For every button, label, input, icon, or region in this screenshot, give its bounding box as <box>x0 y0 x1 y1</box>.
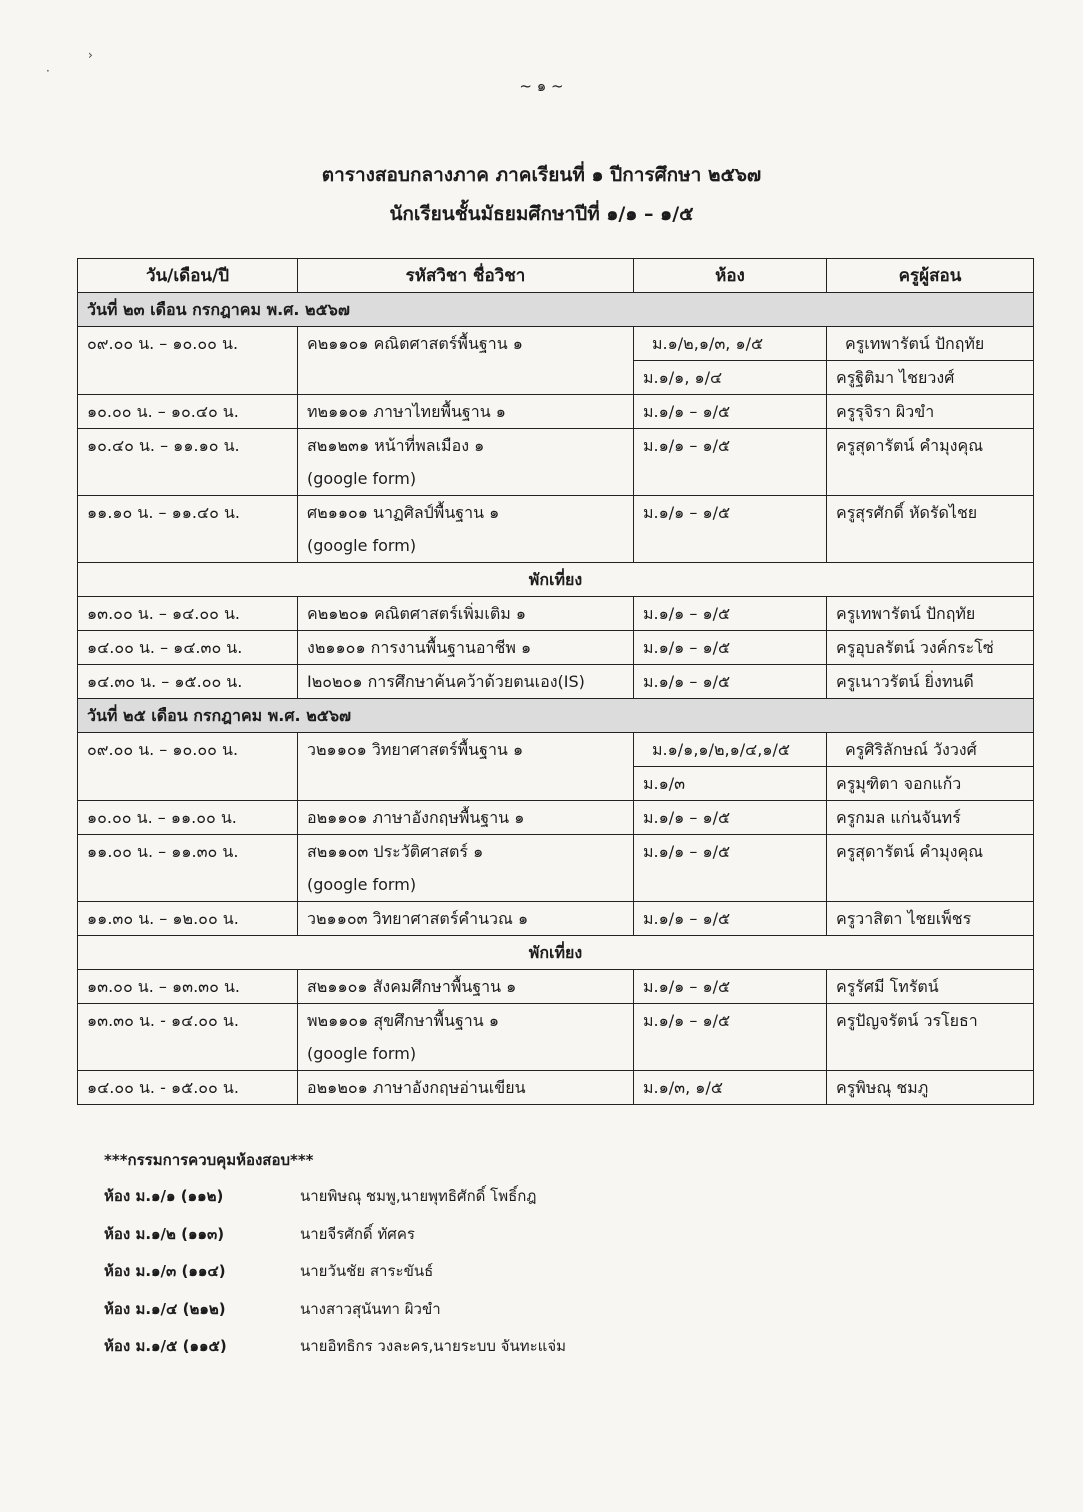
time-text: ๑๐.๐๐ น. – ๑๑.๐๐ น. <box>87 808 237 827</box>
teacher-text: ครูมุฑิตา จอกแก้ว <box>827 766 1033 800</box>
room-text: ม.๑/๑ – ๑/๕ <box>643 842 731 861</box>
time-text: ๑๔.๐๐ น. – ๑๔.๓๐ น. <box>87 638 243 657</box>
subject-text: อ๒๑๑๐๑ ภาษาอังกฤษพื้นฐาน ๑ <box>307 808 525 827</box>
table-row <box>78 597 1034 631</box>
room-text: ม.๑/๓ <box>634 766 826 800</box>
subject-cell <box>298 835 634 902</box>
committee-row <box>104 1334 566 1372</box>
table-row <box>78 1071 1034 1105</box>
time-text: ๑๓.๐๐ น. – ๑๔.๐๐ น. <box>87 604 240 623</box>
room-cell <box>634 1071 827 1105</box>
subject-text: ศ๒๑๑๐๑ นาฏศิลป์พื้นฐาน ๑ <box>307 503 500 522</box>
time-text: ๑๔.๐๐ น. - ๑๕.๐๐ น. <box>87 1078 239 1097</box>
subject-text: I๒๐๒๐๑ การศึกษาค้นคว้าด้วยตนเอง(IS) <box>307 672 585 691</box>
committee-row <box>104 1184 566 1222</box>
committee-names: นายจีรศักดิ์ ทัศคร <box>300 1224 415 1243</box>
document-subtitle: นักเรียนชั้นมัธยมศึกษาปีที่ ๑/๑ – ๑/๕ <box>389 203 694 225</box>
room-text: ม.๑/๑ – ๑/๕ <box>643 808 731 827</box>
teacher-text: ครูรัศมี โทรัตน์ <box>836 977 939 996</box>
page-number: ~ ๑ ~ <box>519 77 564 95</box>
time-cell <box>78 429 298 496</box>
time-cell <box>78 496 298 563</box>
table-row <box>78 429 1034 496</box>
subject-cell <box>298 597 634 631</box>
table-row <box>78 395 1034 429</box>
date-cell: วันที่ ๒๓ เดือน กรกฎาคม พ.ศ. ๒๕๖๗ <box>78 293 1034 327</box>
teacher-cell <box>827 496 1034 563</box>
teacher-text: ครูรุจิรา ผิวขำ <box>836 402 935 421</box>
subject-note: (google form) <box>307 875 417 894</box>
teacher-text: ครูวาสิตา ไชยเพ็ชร <box>836 909 972 928</box>
teacher-text: ครูฐิติมา ไชยวงศ์ <box>827 360 1033 394</box>
committee-room: ห้อง ม.๑/๓ (๑๑๔) <box>104 1262 226 1280</box>
subject-text: ค๒๑๒๐๑ คณิตศาสตร์เพิ่มเติม ๑ <box>307 604 526 623</box>
exam-committee <box>104 1148 566 1372</box>
time-cell <box>78 970 298 1004</box>
room-text: ม.๑/๒,๑/๓, ๑/๕ <box>652 334 764 353</box>
room-cell <box>634 597 827 631</box>
room-cell <box>634 665 827 699</box>
subject-text: พ๒๑๑๐๑ สุขศึกษาพื้นฐาน ๑ <box>307 1011 499 1030</box>
room-text: ม.๑/๑ – ๑/๕ <box>643 638 731 657</box>
subject-cell <box>298 801 634 835</box>
room-text: ม.๑/๑,๑/๒,๑/๔,๑/๕ <box>652 740 790 759</box>
teacher-cell <box>827 801 1034 835</box>
table-row <box>78 496 1034 563</box>
committee-names: นายพิษณุ ชมพู,นายพุทธิศักดิ์ โพธิ์กฎ <box>300 1187 537 1205</box>
committee-room: ห้อง ม.๑/๔ (๒๑๒) <box>104 1299 226 1318</box>
committee-title: ***กรรมการควบคุมห้องสอบ*** <box>104 1151 314 1169</box>
teacher-text: ครูสุรศักดิ์ หัดรัดไชย <box>836 503 978 522</box>
room-cell <box>634 970 827 1004</box>
time-cell <box>78 733 298 801</box>
scan-mark: › <box>88 48 93 62</box>
room-cell <box>634 496 827 563</box>
committee-names: นายอิทธิกร วงละคร,นายระบบ จันทะแจ่ม <box>300 1337 567 1355</box>
subject-text: อ๒๑๒๐๑ ภาษาอังกฤษอ่านเขียน <box>307 1078 526 1097</box>
time-cell <box>78 835 298 902</box>
committee-room: ห้อง ม.๑/๒ (๑๑๓) <box>104 1224 225 1243</box>
time-text: ๑๓.๓๐ น. - ๑๔.๐๐ น. <box>87 1011 239 1030</box>
time-text: ๑๑.๐๐ น. – ๑๑.๓๐ น. <box>87 842 239 861</box>
committee-row <box>104 1259 566 1297</box>
room-cell <box>634 1004 827 1071</box>
time-text: ๑๑.๑๐ น. – ๑๑.๔๐ น. <box>87 503 240 522</box>
table-row <box>78 733 1034 801</box>
lunch-break-row <box>78 563 1034 597</box>
teacher-cell <box>827 597 1034 631</box>
teacher-text: ครูเทพารัตน์ ปักฤทัย <box>845 334 985 353</box>
exam-schedule-table <box>77 258 1034 1105</box>
time-cell <box>78 902 298 936</box>
subject-note: (google form) <box>307 1044 417 1063</box>
subject-cell <box>298 327 634 395</box>
subject-text: ท๒๑๑๐๑ ภาษาไทยพื้นฐาน ๑ <box>307 402 506 421</box>
header-cell: ห้อง <box>634 259 827 293</box>
room-cell <box>634 733 827 801</box>
room-cell <box>634 801 827 835</box>
committee-row <box>104 1222 566 1260</box>
room-text: ม.๑/๑ – ๑/๕ <box>643 503 731 522</box>
committee-room: ห้อง ม.๑/๑ (๑๑๒) <box>104 1187 224 1205</box>
date-row <box>78 699 1034 733</box>
table-row <box>78 631 1034 665</box>
table-row <box>78 801 1034 835</box>
lunch-break-cell: พักเที่ยง <box>78 563 1034 597</box>
time-cell <box>78 1004 298 1071</box>
teacher-cell <box>827 733 1034 801</box>
room-cell <box>634 902 827 936</box>
room-text: ม.๑/๑ – ๑/๕ <box>643 604 731 623</box>
room-cell <box>634 327 827 395</box>
subject-text: ส๒๑๒๓๑ หน้าที่พลเมือง ๑ <box>307 436 485 455</box>
time-cell <box>78 801 298 835</box>
subject-cell <box>298 496 634 563</box>
committee-room: ห้อง ม.๑/๕ (๑๑๕) <box>104 1337 227 1355</box>
subject-text: ว๒๑๑๐๓ วิทยาศาสตร์คำนวณ ๑ <box>307 909 529 928</box>
subject-note: (google form) <box>307 536 417 555</box>
subject-text: ง๒๑๑๐๑ การงานพื้นฐานอาชีพ ๑ <box>307 638 532 657</box>
table-header-row <box>78 259 1034 293</box>
committee-row <box>104 1297 566 1335</box>
subject-cell <box>298 429 634 496</box>
teacher-text: ครูปัญจรัตน์ วรโยธา <box>836 1011 978 1030</box>
subject-cell <box>298 970 634 1004</box>
room-text: ม.๑/๑ – ๑/๕ <box>643 1011 731 1030</box>
teacher-cell <box>827 902 1034 936</box>
room-text: ม.๑/๑ – ๑/๕ <box>643 977 731 996</box>
subject-text: ส๒๑๑๐๑ สังคมศึกษาพื้นฐาน ๑ <box>307 977 517 996</box>
room-text: ม.๑/๑ – ๑/๕ <box>643 909 731 928</box>
committee-names: นางสาวสุนันทา ผิวขำ <box>300 1299 441 1318</box>
room-text: ม.๑/๓, ๑/๕ <box>643 1078 723 1097</box>
subject-text: ว๒๑๑๐๑ วิทยาศาสตร์พื้นฐาน ๑ <box>307 740 524 759</box>
teacher-text: ครูศิริลักษณ์ วังวงศ์ <box>845 740 977 759</box>
time-text: ๑๔.๓๐ น. – ๑๕.๐๐ น. <box>87 672 243 691</box>
subject-cell <box>298 395 634 429</box>
time-text: ๐๙.๐๐ น. – ๑๐.๐๐ น. <box>87 740 239 759</box>
room-cell <box>634 835 827 902</box>
date-row <box>78 293 1034 327</box>
table-row <box>78 970 1034 1004</box>
subject-cell <box>298 902 634 936</box>
header-cell: ครูผู้สอน <box>827 259 1034 293</box>
scan-mark: · <box>46 64 50 78</box>
document-title: ตารางสอบกลางภาค ภาคเรียนที่ ๑ ปีการศึกษา ๒๕๖๗ <box>321 164 762 186</box>
date-cell: วันที่ ๒๕ เดือน กรกฎาคม พ.ศ. ๒๕๖๗ <box>78 699 1034 733</box>
teacher-text: ครูสุดารัตน์ คำมุงคุณ <box>836 842 984 861</box>
time-cell <box>78 665 298 699</box>
time-text: ๑๐.๐๐ น. – ๑๐.๔๐ น. <box>87 402 239 421</box>
time-cell <box>78 327 298 395</box>
time-cell <box>78 395 298 429</box>
subject-cell <box>298 631 634 665</box>
time-text: ๐๙.๐๐ น. – ๑๐.๐๐ น. <box>87 334 239 353</box>
lunch-break-row <box>78 936 1034 970</box>
room-text: ม.๑/๑ – ๑/๕ <box>643 436 731 455</box>
table-row <box>78 327 1034 395</box>
teacher-text: ครูเทพารัตน์ ปักฤทัย <box>836 604 976 623</box>
teacher-cell <box>827 631 1034 665</box>
time-cell <box>78 1071 298 1105</box>
room-cell <box>634 631 827 665</box>
lunch-break-cell: พักเที่ยง <box>78 936 1034 970</box>
teacher-cell <box>827 665 1034 699</box>
table-row <box>78 665 1034 699</box>
subject-note: (google form) <box>307 469 417 488</box>
teacher-text: ครูกมล แก่นจันทร์ <box>836 808 961 827</box>
header-cell: วัน/เดือน/ปี <box>78 259 298 293</box>
subject-cell <box>298 733 634 801</box>
room-cell <box>634 429 827 496</box>
teacher-cell <box>827 395 1034 429</box>
committee-names: นายวันชัย สาระขันธ์ <box>300 1262 434 1280</box>
teacher-cell <box>827 327 1034 395</box>
time-cell <box>78 631 298 665</box>
teacher-cell <box>827 835 1034 902</box>
table-row <box>78 902 1034 936</box>
teacher-cell <box>827 429 1034 496</box>
teacher-text: ครูเนาวรัตน์ ยิ่งทนดี <box>836 672 974 691</box>
time-cell <box>78 597 298 631</box>
time-text: ๑๐.๔๐ น. – ๑๑.๑๐ น. <box>87 436 240 455</box>
teacher-cell <box>827 1071 1034 1105</box>
time-text: ๑๑.๓๐ น. – ๑๒.๐๐ น. <box>87 909 239 928</box>
subject-text: ค๒๑๑๐๑ คณิตศาสตร์พื้นฐาน ๑ <box>307 334 523 353</box>
time-text: ๑๓.๐๐ น. – ๑๓.๓๐ น. <box>87 977 240 996</box>
room-text: ม.๑/๑ – ๑/๕ <box>643 672 731 691</box>
table-row <box>78 835 1034 902</box>
table-row <box>78 1004 1034 1071</box>
teacher-text: ครูพิษณุ ชมภู <box>836 1078 929 1097</box>
room-cell <box>634 395 827 429</box>
teacher-cell <box>827 1004 1034 1071</box>
teacher-text: ครูสุดารัตน์ คำมุงคุณ <box>836 436 984 455</box>
header-cell: รหัสวิชา ชื่อวิชา <box>298 259 634 293</box>
subject-text: ส๒๑๑๐๓ ประวัติศาสตร์ ๑ <box>307 842 484 861</box>
subject-cell <box>298 1004 634 1071</box>
subject-cell <box>298 1071 634 1105</box>
teacher-cell <box>827 970 1034 1004</box>
room-text: ม.๑/๑, ๑/๔ <box>634 360 826 394</box>
teacher-text: ครูอุบลรัตน์ วงค์กระโซ่ <box>836 638 994 657</box>
subject-cell <box>298 665 634 699</box>
room-text: ม.๑/๑ – ๑/๕ <box>643 402 731 421</box>
